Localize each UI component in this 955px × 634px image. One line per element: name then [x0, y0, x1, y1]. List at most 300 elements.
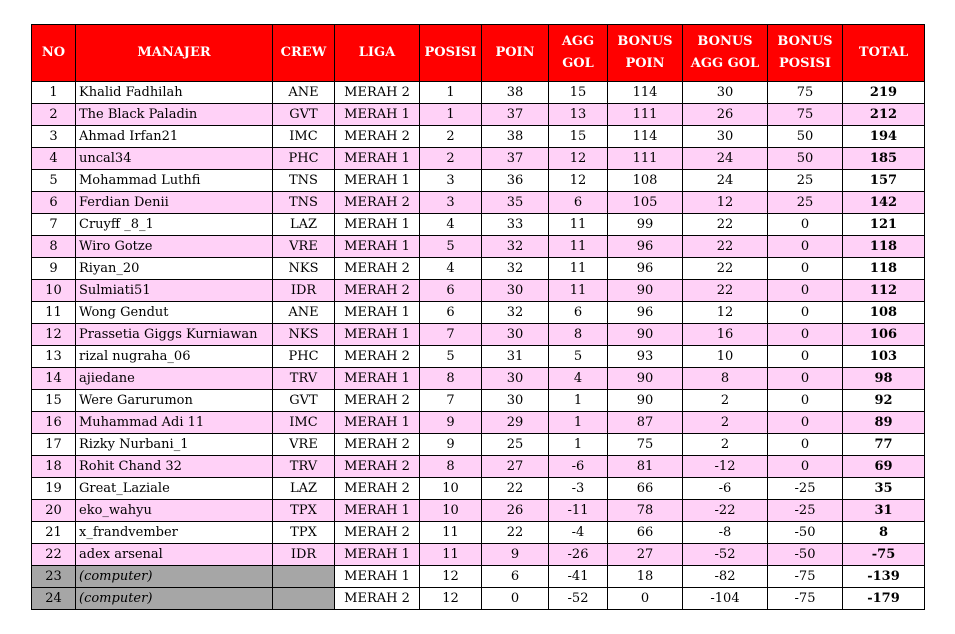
cell-liga: MERAH 2 — [335, 522, 420, 544]
cell-poin: 6 — [482, 566, 549, 588]
cell-bonus-agg-gol: 8 — [683, 368, 768, 390]
cell-manajer: Ferdian Denii — [76, 192, 273, 214]
cell-no: 1 — [32, 82, 76, 104]
cell-no: 12 — [32, 324, 76, 346]
cell-crew: GVT — [273, 390, 335, 412]
cell-no: 22 — [32, 544, 76, 566]
cell-crew: GVT — [273, 104, 335, 126]
cell-liga: MERAH 1 — [335, 324, 420, 346]
cell-crew — [273, 566, 335, 588]
cell-bonus-poin: 111 — [608, 104, 683, 126]
table-row — [32, 566, 925, 588]
cell-posisi: 2 — [420, 126, 482, 148]
header-crew: CREW — [273, 25, 335, 82]
cell-liga: MERAH 1 — [335, 566, 420, 588]
header-liga: LIGA — [335, 25, 420, 82]
cell-bonus-poin: 96 — [608, 302, 683, 324]
cell-agg-gol: 11 — [549, 258, 608, 280]
cell-bonus-posisi: -50 — [768, 544, 843, 566]
cell-no: 18 — [32, 456, 76, 478]
cell-posisi: 7 — [420, 390, 482, 412]
header-manajer: MANAJER — [76, 25, 273, 82]
cell-manajer: Rizky Nurbani_1 — [76, 434, 273, 456]
cell-liga: MERAH 2 — [335, 280, 420, 302]
cell-bonus-poin: 90 — [608, 280, 683, 302]
cell-liga: MERAH 2 — [335, 82, 420, 104]
cell-total: 121 — [843, 214, 925, 236]
cell-poin: 29 — [482, 412, 549, 434]
cell-crew: ANE — [273, 82, 335, 104]
cell-bonus-agg-gol: 16 — [683, 324, 768, 346]
cell-posisi: 6 — [420, 280, 482, 302]
cell-manajer: eko_wahyu — [76, 500, 273, 522]
table-row — [32, 346, 925, 368]
cell-bonus-posisi: 0 — [768, 280, 843, 302]
cell-agg-gol: 11 — [549, 280, 608, 302]
cell-total: 92 — [843, 390, 925, 412]
cell-manajer: uncal34 — [76, 148, 273, 170]
cell-bonus-posisi: -25 — [768, 478, 843, 500]
cell-no: 17 — [32, 434, 76, 456]
header-bonus-poin-line1: BONUS — [617, 34, 673, 49]
cell-bonus-poin: 75 — [608, 434, 683, 456]
cell-poin: 32 — [482, 236, 549, 258]
cell-crew: NKS — [273, 324, 335, 346]
cell-bonus-poin: 18 — [608, 566, 683, 588]
header-total: TOTAL — [843, 25, 925, 82]
cell-bonus-posisi: 0 — [768, 302, 843, 324]
cell-bonus-posisi: -50 — [768, 522, 843, 544]
cell-posisi: 4 — [420, 214, 482, 236]
cell-bonus-posisi: 0 — [768, 456, 843, 478]
cell-agg-gol: 5 — [549, 346, 608, 368]
cell-posisi: 1 — [420, 82, 482, 104]
cell-no: 5 — [32, 170, 76, 192]
table-row — [32, 434, 925, 456]
cell-bonus-poin: 81 — [608, 456, 683, 478]
cell-bonus-poin: 87 — [608, 412, 683, 434]
cell-bonus-poin: 114 — [608, 82, 683, 104]
header-bonus-posisi-line2: POSISI — [778, 56, 832, 71]
cell-bonus-posisi: 0 — [768, 390, 843, 412]
cell-agg-gol: 1 — [549, 434, 608, 456]
cell-poin: 32 — [482, 302, 549, 324]
cell-total: 89 — [843, 412, 925, 434]
cell-crew: IDR — [273, 544, 335, 566]
cell-agg-gol: 11 — [549, 236, 608, 258]
cell-bonus-poin: 66 — [608, 478, 683, 500]
cell-manajer: Prassetia Giggs Kurniawan — [76, 324, 273, 346]
cell-agg-gol: 15 — [549, 126, 608, 148]
header-bonus-poin-line2: POIN — [625, 56, 665, 71]
cell-total: 69 — [843, 456, 925, 478]
cell-liga: MERAH 2 — [335, 346, 420, 368]
cell-liga: MERAH 1 — [335, 236, 420, 258]
cell-crew — [273, 588, 335, 610]
cell-liga: MERAH 2 — [335, 434, 420, 456]
cell-bonus-agg-gol: -8 — [683, 522, 768, 544]
cell-crew: IMC — [273, 412, 335, 434]
cell-bonus-poin: 90 — [608, 324, 683, 346]
cell-bonus-agg-gol: 2 — [683, 390, 768, 412]
cell-no: 21 — [32, 522, 76, 544]
header-poin: POIN — [482, 25, 549, 82]
cell-bonus-agg-gol: 22 — [683, 258, 768, 280]
cell-liga: MERAH 1 — [335, 368, 420, 390]
cell-posisi: 9 — [420, 434, 482, 456]
cell-liga: MERAH 1 — [335, 214, 420, 236]
cell-crew: LAZ — [273, 478, 335, 500]
cell-crew: VRE — [273, 434, 335, 456]
cell-liga: MERAH 2 — [335, 126, 420, 148]
cell-total: 98 — [843, 368, 925, 390]
cell-liga: MERAH 1 — [335, 104, 420, 126]
cell-liga: MERAH 1 — [335, 170, 420, 192]
cell-agg-gol: -26 — [549, 544, 608, 566]
cell-crew: TPX — [273, 522, 335, 544]
cell-bonus-posisi: 0 — [768, 412, 843, 434]
cell-crew: TNS — [273, 192, 335, 214]
cell-crew: PHC — [273, 148, 335, 170]
cell-posisi: 10 — [420, 478, 482, 500]
cell-manajer: Cruyff _8_1 — [76, 214, 273, 236]
cell-total: -179 — [843, 588, 925, 610]
cell-crew: TNS — [273, 170, 335, 192]
cell-total: 212 — [843, 104, 925, 126]
cell-total: 157 — [843, 170, 925, 192]
cell-agg-gol: 1 — [549, 412, 608, 434]
cell-bonus-posisi: -25 — [768, 500, 843, 522]
table-row — [32, 236, 925, 258]
cell-total: 118 — [843, 236, 925, 258]
cell-manajer: Khalid Fadhilah — [76, 82, 273, 104]
cell-poin: 30 — [482, 324, 549, 346]
cell-bonus-agg-gol: -52 — [683, 544, 768, 566]
cell-agg-gol: -41 — [549, 566, 608, 588]
cell-manajer: Mohammad Luthfi — [76, 170, 273, 192]
cell-total: 194 — [843, 126, 925, 148]
cell-posisi: 8 — [420, 456, 482, 478]
cell-liga: MERAH 2 — [335, 478, 420, 500]
cell-poin: 30 — [482, 368, 549, 390]
cell-no: 23 — [32, 566, 76, 588]
cell-bonus-poin: 66 — [608, 522, 683, 544]
cell-manajer: rizal nugraha_06 — [76, 346, 273, 368]
cell-poin: 37 — [482, 148, 549, 170]
cell-agg-gol: 15 — [549, 82, 608, 104]
cell-agg-gol: 4 — [549, 368, 608, 390]
cell-bonus-posisi: 50 — [768, 148, 843, 170]
cell-liga: MERAH 1 — [335, 544, 420, 566]
cell-bonus-posisi: 75 — [768, 82, 843, 104]
cell-poin: 25 — [482, 434, 549, 456]
cell-total: 219 — [843, 82, 925, 104]
cell-bonus-agg-gol: -104 — [683, 588, 768, 610]
table-row — [32, 324, 925, 346]
cell-agg-gol: -3 — [549, 478, 608, 500]
table-row — [32, 522, 925, 544]
cell-bonus-poin: 111 — [608, 148, 683, 170]
cell-agg-gol: 6 — [549, 302, 608, 324]
table-row — [32, 412, 925, 434]
cell-crew: PHC — [273, 346, 335, 368]
cell-poin: 33 — [482, 214, 549, 236]
cell-bonus-poin: 27 — [608, 544, 683, 566]
cell-posisi: 2 — [420, 148, 482, 170]
cell-manajer: Sulmiati51 — [76, 280, 273, 302]
cell-bonus-posisi: 75 — [768, 104, 843, 126]
header-agg-gol-line1: AGG — [561, 34, 595, 49]
header-row — [32, 25, 925, 82]
cell-manajer: Muhammad Adi 11 — [76, 412, 273, 434]
cell-bonus-posisi: 25 — [768, 170, 843, 192]
cell-total: 35 — [843, 478, 925, 500]
header-bonus-agg-gol — [683, 25, 768, 82]
cell-liga: MERAH 2 — [335, 588, 420, 610]
cell-crew: TRV — [273, 456, 335, 478]
cell-total: 8 — [843, 522, 925, 544]
cell-bonus-posisi: 50 — [768, 126, 843, 148]
table-row — [32, 302, 925, 324]
cell-total: 142 — [843, 192, 925, 214]
header-bonus-agg-gol-line1: BONUS — [697, 34, 753, 49]
cell-posisi: 10 — [420, 500, 482, 522]
cell-bonus-posisi: 25 — [768, 192, 843, 214]
cell-liga: MERAH 2 — [335, 192, 420, 214]
header-bonus-agg-gol-line2: AGG GOL — [690, 56, 760, 71]
cell-no: 20 — [32, 500, 76, 522]
cell-bonus-posisi: -75 — [768, 588, 843, 610]
table-row — [32, 214, 925, 236]
cell-bonus-posisi: 0 — [768, 434, 843, 456]
cell-agg-gol: -52 — [549, 588, 608, 610]
cell-crew: ANE — [273, 302, 335, 324]
cell-bonus-posisi: 0 — [768, 214, 843, 236]
cell-total: 108 — [843, 302, 925, 324]
cell-manajer: Riyan_20 — [76, 258, 273, 280]
cell-bonus-agg-gol: 24 — [683, 170, 768, 192]
cell-manajer: Ahmad Irfan21 — [76, 126, 273, 148]
header-bonus-poin — [608, 25, 683, 82]
table-row — [32, 148, 925, 170]
cell-manajer: Wong Gendut — [76, 302, 273, 324]
header-agg-gol-line2: GOL — [562, 56, 594, 71]
cell-manajer: (computer) — [76, 588, 273, 610]
cell-poin: 9 — [482, 544, 549, 566]
cell-bonus-agg-gol: 22 — [683, 214, 768, 236]
cell-poin: 26 — [482, 500, 549, 522]
cell-poin: 22 — [482, 478, 549, 500]
standings-body — [32, 82, 925, 610]
cell-posisi: 5 — [420, 346, 482, 368]
cell-crew: TRV — [273, 368, 335, 390]
cell-posisi: 6 — [420, 302, 482, 324]
cell-crew: VRE — [273, 236, 335, 258]
cell-manajer: Rohit Chand 32 — [76, 456, 273, 478]
cell-bonus-poin: 90 — [608, 368, 683, 390]
cell-crew: IDR — [273, 280, 335, 302]
cell-no: 16 — [32, 412, 76, 434]
cell-total: 112 — [843, 280, 925, 302]
cell-bonus-poin: 90 — [608, 390, 683, 412]
cell-bonus-agg-gol: 26 — [683, 104, 768, 126]
cell-crew: NKS — [273, 258, 335, 280]
cell-bonus-posisi: 0 — [768, 258, 843, 280]
cell-total: 185 — [843, 148, 925, 170]
cell-agg-gol: 13 — [549, 104, 608, 126]
cell-bonus-agg-gol: -22 — [683, 500, 768, 522]
cell-manajer: Great_Laziale — [76, 478, 273, 500]
cell-bonus-agg-gol: 22 — [683, 280, 768, 302]
header-no: NO — [32, 25, 76, 82]
cell-total: -139 — [843, 566, 925, 588]
cell-agg-gol: 11 — [549, 214, 608, 236]
cell-liga: MERAH 1 — [335, 500, 420, 522]
cell-liga: MERAH 2 — [335, 456, 420, 478]
cell-poin: 32 — [482, 258, 549, 280]
cell-poin: 38 — [482, 126, 549, 148]
header-agg-gol — [549, 25, 608, 82]
cell-bonus-agg-gol: 12 — [683, 192, 768, 214]
cell-poin: 35 — [482, 192, 549, 214]
cell-posisi: 8 — [420, 368, 482, 390]
cell-agg-gol: 6 — [549, 192, 608, 214]
cell-poin: 36 — [482, 170, 549, 192]
cell-bonus-poin: 99 — [608, 214, 683, 236]
cell-posisi: 7 — [420, 324, 482, 346]
cell-bonus-posisi: 0 — [768, 346, 843, 368]
cell-bonus-poin: 105 — [608, 192, 683, 214]
standings-table — [31, 24, 925, 610]
cell-poin: 27 — [482, 456, 549, 478]
cell-bonus-agg-gol: 22 — [683, 236, 768, 258]
cell-no: 24 — [32, 588, 76, 610]
cell-posisi: 12 — [420, 566, 482, 588]
cell-posisi: 4 — [420, 258, 482, 280]
cell-crew: IMC — [273, 126, 335, 148]
table-row — [32, 126, 925, 148]
cell-posisi: 3 — [420, 170, 482, 192]
cell-poin: 22 — [482, 522, 549, 544]
table-row — [32, 170, 925, 192]
header-posisi: POSISI — [420, 25, 482, 82]
table-row — [32, 82, 925, 104]
cell-poin: 37 — [482, 104, 549, 126]
cell-no: 9 — [32, 258, 76, 280]
cell-no: 7 — [32, 214, 76, 236]
cell-bonus-agg-gol: -12 — [683, 456, 768, 478]
header-bonus-posisi-line1: BONUS — [777, 34, 833, 49]
table-row — [32, 456, 925, 478]
cell-posisi: 11 — [420, 544, 482, 566]
cell-agg-gol: 12 — [549, 148, 608, 170]
cell-total: 103 — [843, 346, 925, 368]
cell-manajer: Were Garurumon — [76, 390, 273, 412]
cell-manajer: The Black Paladin — [76, 104, 273, 126]
cell-bonus-agg-gol: 2 — [683, 412, 768, 434]
cell-posisi: 9 — [420, 412, 482, 434]
cell-bonus-agg-gol: -82 — [683, 566, 768, 588]
cell-bonus-posisi: -75 — [768, 566, 843, 588]
cell-poin: 0 — [482, 588, 549, 610]
cell-manajer: adex arsenal — [76, 544, 273, 566]
cell-total: 31 — [843, 500, 925, 522]
cell-no: 19 — [32, 478, 76, 500]
cell-no: 4 — [32, 148, 76, 170]
cell-no: 8 — [32, 236, 76, 258]
table-row — [32, 544, 925, 566]
table-row — [32, 478, 925, 500]
cell-bonus-poin: 93 — [608, 346, 683, 368]
cell-manajer: (computer) — [76, 566, 273, 588]
cell-liga: MERAH 1 — [335, 412, 420, 434]
cell-poin: 30 — [482, 280, 549, 302]
cell-posisi: 1 — [420, 104, 482, 126]
cell-poin: 31 — [482, 346, 549, 368]
cell-posisi: 3 — [420, 192, 482, 214]
cell-bonus-poin: 78 — [608, 500, 683, 522]
cell-liga: MERAH 2 — [335, 390, 420, 412]
cell-posisi: 11 — [420, 522, 482, 544]
cell-total: 106 — [843, 324, 925, 346]
cell-manajer: ajiedane — [76, 368, 273, 390]
cell-poin: 38 — [482, 82, 549, 104]
cell-manajer: x_frandvember — [76, 522, 273, 544]
table-row — [32, 368, 925, 390]
cell-bonus-poin: 96 — [608, 236, 683, 258]
table-row — [32, 280, 925, 302]
table-row — [32, 192, 925, 214]
cell-crew: LAZ — [273, 214, 335, 236]
table-row — [32, 390, 925, 412]
table-row — [32, 104, 925, 126]
cell-bonus-agg-gol: 24 — [683, 148, 768, 170]
cell-posisi: 12 — [420, 588, 482, 610]
cell-bonus-poin: 108 — [608, 170, 683, 192]
cell-agg-gol: -11 — [549, 500, 608, 522]
cell-agg-gol: 12 — [549, 170, 608, 192]
cell-bonus-agg-gol: 10 — [683, 346, 768, 368]
cell-no: 15 — [32, 390, 76, 412]
cell-bonus-posisi: 0 — [768, 236, 843, 258]
cell-bonus-agg-gol: 30 — [683, 126, 768, 148]
cell-no: 2 — [32, 104, 76, 126]
cell-bonus-agg-gol: 12 — [683, 302, 768, 324]
cell-no: 3 — [32, 126, 76, 148]
cell-agg-gol: 1 — [549, 390, 608, 412]
cell-no: 11 — [32, 302, 76, 324]
cell-no: 13 — [32, 346, 76, 368]
cell-poin: 30 — [482, 390, 549, 412]
cell-bonus-agg-gol: -6 — [683, 478, 768, 500]
cell-bonus-posisi: 0 — [768, 324, 843, 346]
table-row — [32, 258, 925, 280]
cell-liga: MERAH 1 — [335, 148, 420, 170]
cell-agg-gol: -4 — [549, 522, 608, 544]
cell-no: 14 — [32, 368, 76, 390]
cell-bonus-poin: 0 — [608, 588, 683, 610]
cell-bonus-posisi: 0 — [768, 368, 843, 390]
cell-manajer: Wiro Gotze — [76, 236, 273, 258]
cell-crew: TPX — [273, 500, 335, 522]
table-row — [32, 588, 925, 610]
cell-agg-gol: 8 — [549, 324, 608, 346]
cell-no: 10 — [32, 280, 76, 302]
cell-total: 77 — [843, 434, 925, 456]
cell-total: 118 — [843, 258, 925, 280]
cell-liga: MERAH 2 — [335, 258, 420, 280]
cell-bonus-poin: 96 — [608, 258, 683, 280]
